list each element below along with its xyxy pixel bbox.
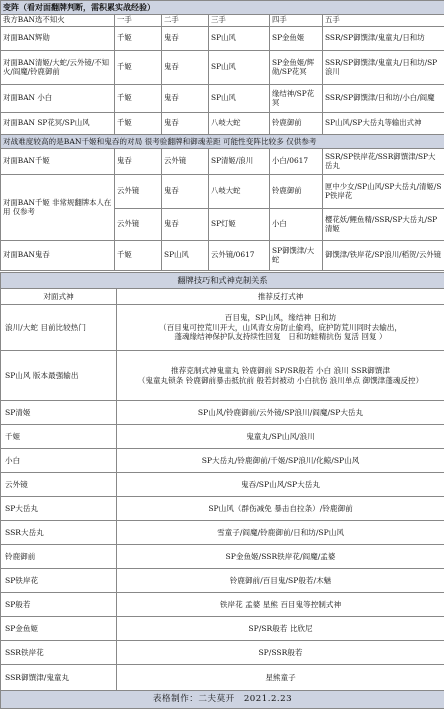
counter-row: [1, 569, 444, 593]
counter-cell: SP金鱼姬/SSR铁岸花/阎魔/孟婆: [117, 545, 444, 569]
pick-cell: SP灯姬: [209, 209, 270, 241]
lineup-banner: 变阵（看对面翻牌判断，需积累实战经验）: [1, 1, 444, 15]
counter-cell: SP山风（群伤减免 暴击自拉条）/铃鹿御前: [117, 497, 444, 521]
footer-credit: 表格制作：二夫莫开 2021.2.23: [1, 691, 444, 709]
difficulty-banner: 对战难度较高的是BAN千姬和鬼吞的对局 很考验翻牌和御魂差距 可能性变阵比较多 仅供参考: [1, 135, 444, 149]
target-cell: SSR大岳丸: [1, 521, 117, 545]
pick-cell: 小白/0617: [270, 149, 323, 175]
header-pick-5: 五手: [323, 15, 444, 27]
ban-cell: 对面BAN千姬 非常规翻牌本人在用 仅参考: [1, 175, 115, 241]
header-ban: 我方BAN选不知火: [1, 15, 115, 27]
lineup-table: [0, 0, 444, 271]
pick-cell: 八岐大蛇: [209, 113, 270, 135]
pick-cell: SP山风/SP大岳丸等输出式神: [323, 113, 444, 135]
pick-cell: 鬼吞: [115, 149, 162, 175]
pick-cell: 铃鹿御前: [270, 175, 323, 209]
ban-cell: 对面BAN千姬: [1, 149, 115, 175]
pick-cell: SP山风: [162, 241, 209, 271]
counter-row: [1, 593, 444, 617]
target-cell: SSR铁岸花: [1, 641, 117, 665]
counter-cell: 鬼童丸/SP山风/浪川: [117, 425, 444, 449]
counter-row: [1, 641, 444, 665]
target-cell: 千姬: [1, 425, 117, 449]
target-cell: 铃鹿御前: [1, 545, 117, 569]
lineup-row: [1, 149, 444, 175]
lineup-row: [1, 175, 444, 209]
counter-table: [0, 272, 444, 709]
lineup-row: [1, 51, 444, 85]
pick-cell: 千姬: [115, 113, 162, 135]
counter-cell: 鬼吞/SP山风/SP大岳丸: [117, 473, 444, 497]
pick-cell: 缘结神/SP花冥: [270, 85, 323, 113]
pick-cell: 鬼吞: [162, 85, 209, 113]
target-cell: 浪川/大蛇 目前比较热门: [1, 305, 117, 351]
target-cell: SP般若: [1, 593, 117, 617]
pick-cell: 鬼吞: [162, 209, 209, 241]
pick-cell: 千姬: [115, 241, 162, 271]
pick-cell: 鬼吞: [162, 27, 209, 51]
pick-cell: SSR/SP御馔津/鬼童丸/日和坊: [323, 27, 444, 51]
pick-cell: 云外镜/0617: [209, 241, 270, 271]
pick-cell: 铃鹿御前: [270, 113, 323, 135]
target-cell: SP金鱼姬: [1, 617, 117, 641]
header-pick-4: 四手: [270, 15, 323, 27]
header-target: 对面式神: [1, 289, 117, 305]
header-pick-2: 二手: [162, 15, 209, 27]
pick-cell: 鬼吞: [162, 113, 209, 135]
header-pick-3: 三手: [209, 15, 270, 27]
counter-cell: 推荐克制式神鬼童丸 铃鹿御前 SP/SR般若 小白 浪川 SSR御馔津 （鬼童丸锁条 铃鹿御前暴击抵抗前 般若封被动 小白抗伤 浪川单点 御馔津蓬魂反控）: [117, 351, 444, 401]
pick-cell: 樱花妖/鲤鱼精/SSR/SP大岳丸/SP清姬: [323, 209, 444, 241]
pick-cell: SP山风: [209, 27, 270, 51]
pick-cell: 千姬: [115, 51, 162, 85]
counter-row: [1, 521, 444, 545]
target-cell: 小白: [1, 449, 117, 473]
pick-cell: 鬼吞: [162, 51, 209, 85]
counter-cell: SP/SSR般若: [117, 641, 444, 665]
pick-cell: SP山风: [209, 85, 270, 113]
lineup-row: [1, 113, 444, 135]
target-cell: 云外镜: [1, 473, 117, 497]
counter-row: [1, 449, 444, 473]
pick-cell: SP御馔津/大蛇: [270, 241, 323, 271]
counter-row: [1, 305, 444, 351]
pick-cell: 千姬: [115, 85, 162, 113]
pick-cell: 云外镜: [115, 175, 162, 209]
pick-cell: SSR/SP御馔津/鬼童丸/日和坊/SP浪川: [323, 51, 444, 85]
counter-cell: 铁岸花 孟婆 星熊 百目鬼等控制式神: [117, 593, 444, 617]
ban-cell: 对面BAN辉勋: [1, 27, 115, 51]
ban-cell: 对面BAN鬼吞: [1, 241, 115, 271]
counter-row: [1, 545, 444, 569]
counter-cell: 百目鬼，SP山风，缘结神 日和坊 （百目鬼可控荒川开大，山风青女房防止偷鸡，庇护防荒川同时去输出， 蓬魂缘结神保护队友持续性回复 日和坊蛙精抗伤 复活 回复 ）: [117, 305, 444, 351]
lineup-row: [1, 241, 444, 271]
pick-cell: SP清姬/浪川: [209, 149, 270, 175]
counter-row: [1, 665, 444, 691]
pick-cell: SP金鱼姬: [270, 27, 323, 51]
lineup-header-row: [1, 15, 444, 27]
counter-row: [1, 473, 444, 497]
counter-row: [1, 425, 444, 449]
target-cell: SP山风 版本最强输出: [1, 351, 117, 401]
counter-cell: 星熊童子: [117, 665, 444, 691]
header-counter: 推荐反打式神: [117, 289, 444, 305]
target-cell: SP铁岸花: [1, 569, 117, 593]
pick-cell: 小白: [270, 209, 323, 241]
counter-cell: 雪童子/阎魔/铃鹿御前/日和坊/SP山风: [117, 521, 444, 545]
target-cell: SP大岳丸: [1, 497, 117, 521]
counter-cell: SP大岳丸/铃鹿御前/千姬/SP浪川/化鲸/SP山风: [117, 449, 444, 473]
pick-cell: 匣中少女/SP山风/SP大岳丸/清姬/SP铁岸花: [323, 175, 444, 209]
counter-row: [1, 351, 444, 401]
ban-cell: 对面BAN 小白: [1, 85, 115, 113]
lineup-row: [1, 27, 444, 51]
target-cell: SSR御馔津/鬼童丸: [1, 665, 117, 691]
counter-cell: SP/SR般若 比欣尼: [117, 617, 444, 641]
pick-cell: 鬼吞: [162, 175, 209, 209]
pick-cell: SP山风: [209, 51, 270, 85]
pick-cell: SP金鱼姬/辉勋/SP花冥: [270, 51, 323, 85]
pick-cell: SSR/SP御馔津/日和坊/小白/阎魔: [323, 85, 444, 113]
ban-cell: 对面BAN SP花冥/SP山风: [1, 113, 115, 135]
pick-cell: 千姬: [115, 27, 162, 51]
counter-row: [1, 401, 444, 425]
pick-cell: 云外镜: [115, 209, 162, 241]
counter-header-row: [1, 289, 444, 305]
pick-cell: 八岐大蛇: [209, 175, 270, 209]
counter-cell: 铃鹿御前/百目鬼/SP般若/木魅: [117, 569, 444, 593]
lineup-row: [1, 85, 444, 113]
counter-row: [1, 497, 444, 521]
pick-cell: 云外镜: [162, 149, 209, 175]
counter-cell: SP山风/铃鹿御前/云外镜/SP浪川/阎魔/SP大岳丸: [117, 401, 444, 425]
pick-cell: SSR/SP铁岸花/SSR御馔津/SP大岳丸: [323, 149, 444, 175]
ban-cell: 对面BAN清姬/大蛇/云外镜/不知火/阎魔/铃鹿御前: [1, 51, 115, 85]
counter-row: [1, 617, 444, 641]
header-pick-1: 一手: [115, 15, 162, 27]
section-title: 翻牌技巧和式神克制关系: [1, 273, 444, 289]
pick-cell: 御馔津/铁岸花/SP浪川/稻贺/云外镜: [323, 241, 444, 271]
target-cell: SP清姬: [1, 401, 117, 425]
